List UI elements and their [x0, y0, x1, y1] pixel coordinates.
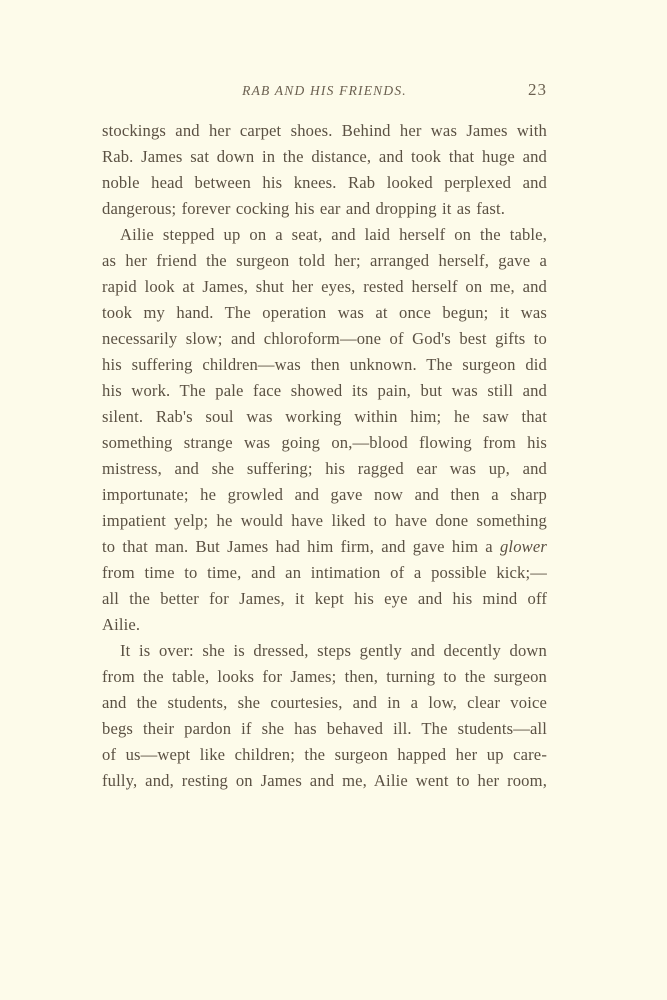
- body-text: [102, 118, 547, 794]
- text-line: importunate; he growled and gave now and then a sharp: [102, 485, 547, 504]
- text-line: from time to time, and an intimation of a possible kick;—: [102, 563, 547, 582]
- text-line: dangerous; forever cocking his ear and dropping it as fast.: [102, 199, 506, 218]
- text-line: from the table, looks for James; then, turning to the surgeon: [102, 667, 547, 686]
- text-line: silent. Rab's soul was working within him; he saw that: [102, 407, 547, 426]
- text-line: impatient yelp; he would have liked to have done something: [102, 511, 547, 530]
- running-title: RAB AND HIS FRIENDS.: [242, 83, 407, 98]
- text-line: Ailie.: [102, 615, 141, 634]
- text-line: something strange was going on,—blood flowing from his: [102, 433, 547, 452]
- text-line: his work. The pale face showed its pain, but was still and: [102, 381, 547, 400]
- text-line: rapid look at James, shut her eyes, rested herself on me, and: [102, 277, 547, 296]
- text-line: necessarily slow; and chloroform—one of God's best gifts to: [102, 329, 547, 348]
- text-line: as her friend the surgeon told her; arranged herself, gave a: [102, 251, 547, 270]
- running-head: [102, 80, 547, 102]
- text-line: Rab. James sat down in the distance, and took that huge and: [102, 147, 547, 166]
- text-line: of us—wept like children; the surgeon happed her up care-: [102, 745, 547, 764]
- text-line: took my hand. The operation was at once begun; it was: [102, 303, 547, 322]
- text-line: fully, and, resting on James and me, Ailie went to her room,: [102, 771, 547, 790]
- text-line: noble head between his knees. Rab looked perplexed and: [102, 173, 547, 192]
- text-line: begs their pardon if she has behaved ill. The students—all: [102, 719, 547, 738]
- text-line-with-italic: [102, 534, 547, 560]
- text-line: mistress, and she suffering; his ragged ear was up, and: [102, 459, 547, 478]
- text-line: all the better for James, it kept his eye and his mind off: [102, 589, 547, 608]
- text-line: and the students, she courtesies, and in a low, clear voice: [102, 693, 547, 712]
- page-number: 23: [528, 80, 547, 99]
- text-line: Ailie stepped up on a seat, and laid herself on the table,: [120, 225, 547, 244]
- line-text: to that man. But James had him firm, and gave him a: [102, 537, 493, 556]
- italic-word: glower: [499, 537, 547, 556]
- text-line: It is over: she is dressed, steps gently and decently down: [120, 641, 547, 660]
- text-line: stockings and her carpet shoes. Behind her was James with: [102, 121, 547, 140]
- text-line: his suffering children—was then unknown. The surgeon did: [102, 355, 547, 374]
